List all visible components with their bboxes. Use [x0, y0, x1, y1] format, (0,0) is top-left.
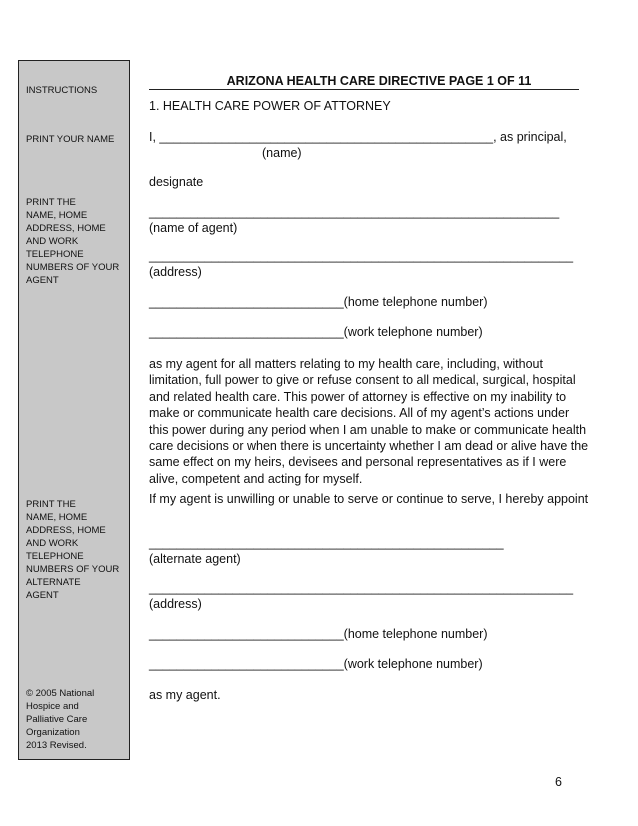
instructions-sidebar: [18, 60, 130, 760]
alternate-home-phone-line[interactable]: ____________________________(home telephone number): [149, 627, 488, 641]
sidebar-instructions-label: INSTRUCTIONS: [26, 85, 98, 96]
sidebar-print-alternate-label: PRINT THE NAME, HOME ADDRESS, HOME AND WORK TELEPHONE NUMBERS OF YOUR ALTERNATE AGENT: [26, 499, 120, 601]
alternate-agent-blank[interactable]: ___________________________________________________: [149, 536, 504, 550]
alternate-address-blank[interactable]: _____________________________________________________________: [149, 581, 574, 595]
document-title: ARIZONA HEALTH CARE DIRECTIVE PAGE 1 OF 11: [149, 73, 579, 90]
designate-text: designate: [149, 175, 204, 189]
alternate-intro-text: If my agent is unwilling or unable to serve or continue to serve, I hereby appoint: [149, 492, 589, 506]
alternate-agent-caption: (alternate agent): [149, 552, 241, 566]
agent-address-caption: (address): [149, 265, 202, 279]
agent-authority-paragraph: as my agent for all matters relating to my health care, including, without limitation, full power to give or refuse consent to all medical, surgical, hospital and related health care. This power of attorney is effective on my inability to make or communicate health care decisions. All of my agent’s actions under this power during any period when I am unable to make or communicate health care decisions or when there is uncertainty whether I am dead or alive have the same effect on my heirs, devisees and personal representatives as if I were alive, competent and acting for myself.: [149, 357, 589, 486]
section-heading: 1. HEALTH CARE POWER OF ATTORNEY: [149, 99, 391, 113]
sidebar-print-name-label: PRINT YOUR NAME: [26, 134, 115, 145]
agent-name-blank[interactable]: ___________________________________________________________: [149, 205, 560, 219]
page-number: 6: [555, 775, 562, 789]
closing-text: as my agent.: [149, 688, 221, 702]
principal-name-line[interactable]: I, ________________________________________________, as principal,: [149, 130, 567, 144]
agent-home-phone-line[interactable]: ____________________________(home telephone number): [149, 295, 488, 309]
agent-name-caption: (name of agent): [149, 221, 238, 235]
agent-work-phone-line[interactable]: ____________________________(work telephone number): [149, 325, 483, 339]
agent-address-blank[interactable]: _____________________________________________________________: [149, 249, 574, 263]
alternate-work-phone-line[interactable]: ____________________________(work telephone number): [149, 657, 483, 671]
sidebar-print-agent-label: PRINT THE NAME, HOME ADDRESS, HOME AND WORK TELEPHONE NUMBERS OF YOUR AGENT: [26, 197, 120, 286]
name-caption: (name): [262, 146, 302, 160]
alternate-address-caption: (address): [149, 597, 202, 611]
sidebar-copyright: © 2005 National Hospice and Palliative Care Organization 2013 Revised.: [26, 688, 95, 751]
